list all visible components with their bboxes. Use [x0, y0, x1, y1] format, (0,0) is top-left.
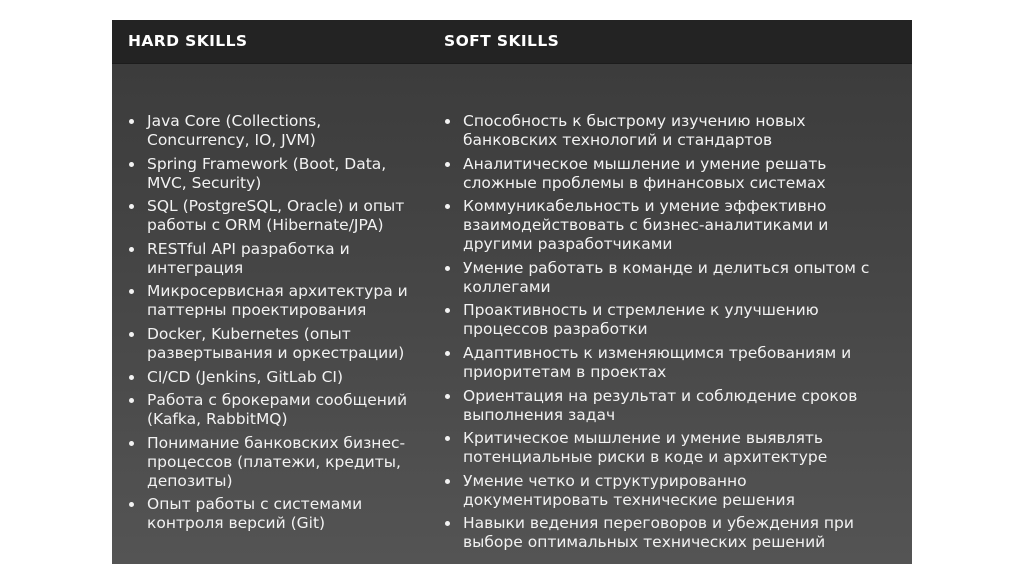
bullet-icon	[129, 162, 134, 167]
hard-skill-text: SQL (PostgreSQL, Oracle) и опыт работы с ORM (Hibernate/JPA)	[147, 197, 405, 235]
bullet-icon	[129, 119, 134, 124]
bullet-icon	[445, 521, 450, 526]
bullet-icon	[445, 436, 450, 441]
soft-skill-text: Критическое мышление и умение выявлять потенциальные риски в коде и архитектуре	[463, 429, 828, 467]
hard-skills-list	[128, 112, 424, 538]
list-item	[128, 391, 424, 429]
list-item	[128, 197, 424, 235]
bullet-icon	[129, 398, 134, 403]
bullet-icon	[129, 502, 134, 507]
list-item	[444, 197, 894, 254]
hard-skill-text: Java Core (Collections, Concurrency, IO, JVM)	[147, 112, 322, 149]
bullet-icon	[445, 204, 450, 209]
hard-skill-text: Spring Framework (Boot, Data, MVC, Security)	[147, 154, 387, 192]
list-item	[128, 325, 424, 363]
list-item	[444, 472, 894, 510]
list-item	[128, 112, 424, 150]
bullet-icon	[445, 351, 450, 356]
soft-skill-text: Умение четко и структурированно документировать технические решения	[463, 471, 795, 509]
hard-skills-heading: HARD SKILLS	[128, 32, 248, 50]
bullet-icon	[129, 247, 134, 252]
soft-skill-text: Умение работать в команде и делиться опытом с коллегами	[463, 258, 870, 296]
bullet-icon	[445, 394, 450, 399]
bullet-icon	[445, 119, 450, 124]
list-item	[444, 387, 894, 425]
list-item	[444, 344, 894, 382]
list-item	[444, 429, 894, 467]
list-item	[128, 240, 424, 278]
bullet-icon	[129, 289, 134, 294]
bullet-icon	[445, 479, 450, 484]
soft-skill-text: Способность к быстрому изучению новых банковских технологий и стандартов	[463, 112, 806, 149]
soft-skill-text: Адаптивность к изменяющимся требованиям и приоритетам в проектах	[463, 343, 852, 381]
hard-skill-text: CI/CD (Jenkins, GitLab CI)	[147, 367, 344, 386]
bullet-icon	[445, 266, 450, 271]
list-item	[128, 434, 424, 491]
soft-skill-text: Коммуникабельность и умение эффективно взаимодействовать с бизнес-аналитиками и другими разработчиками	[463, 197, 829, 254]
soft-skill-text: Проактивность и стремление к улучшению процессов разработки	[463, 301, 819, 339]
hard-skill-text: Опыт работы с системами контроля версий (Git)	[147, 495, 363, 533]
list-item	[444, 514, 894, 552]
list-item	[128, 155, 424, 193]
list-item	[444, 155, 894, 193]
hard-skill-text: Docker, Kubernetes (опыт развертывания и оркестрации)	[147, 324, 405, 362]
soft-skill-text: Аналитическое мышление и умение решать сложные проблемы в финансовых системах	[463, 154, 827, 192]
list-item	[128, 495, 424, 533]
bullet-icon	[129, 375, 134, 380]
hard-skill-text: Работа с брокерами сообщений (Kafka, RabbitMQ)	[147, 391, 408, 429]
bullet-icon	[445, 162, 450, 167]
bullet-icon	[445, 308, 450, 313]
soft-skills-heading: SOFT SKILLS	[444, 32, 560, 50]
soft-skills-list	[444, 112, 894, 557]
hard-skill-text: Микросервисная архитектура и паттерны проектирования	[147, 282, 408, 320]
bullet-icon	[129, 204, 134, 209]
table-header	[112, 20, 912, 64]
list-item	[444, 259, 894, 297]
skills-table	[112, 20, 912, 564]
bullet-icon	[129, 441, 134, 446]
soft-skill-text: Ориентация на результат и соблюдение сроков выполнения задач	[463, 386, 858, 424]
soft-skill-text: Навыки ведения переговоров и убеждения при выборе оптимальных технических решений	[463, 514, 854, 552]
hard-skill-text: Понимание банковских бизнес-процессов (платежи, кредиты, депозиты)	[147, 433, 406, 490]
list-item	[128, 368, 424, 387]
list-item	[444, 301, 894, 339]
list-item	[128, 282, 424, 320]
list-item	[444, 112, 894, 150]
hard-skill-text: RESTful API разработка и интеграция	[147, 239, 350, 277]
bullet-icon	[129, 332, 134, 337]
